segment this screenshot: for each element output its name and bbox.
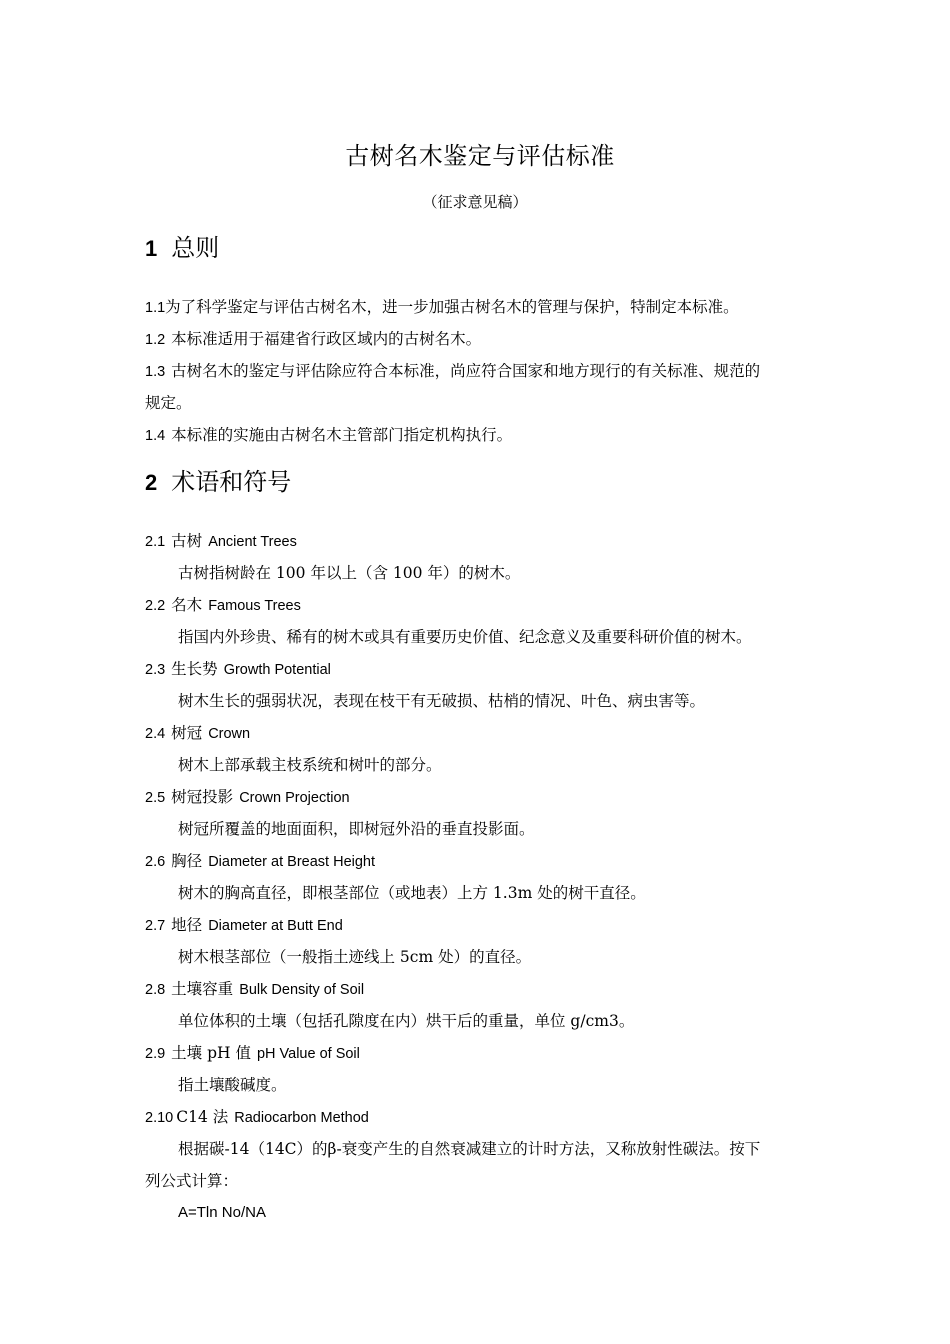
- section-heading-2: [145, 462, 291, 497]
- term-en: Radiocarbon Method: [234, 1110, 369, 1126]
- term-definition: 树木上部承载主枝系统和树叶的部分。: [178, 756, 442, 774]
- term-definition: 树木生长的强弱状况，表现在枝干有无破损、枯梢的情况、叶色、病虫害等。: [178, 692, 706, 710]
- term-cn: 土壤容重: [171, 980, 234, 998]
- term-cn: 生长势: [171, 660, 218, 678]
- term-number: 2.1: [145, 534, 166, 550]
- clause-1-2: [145, 323, 815, 356]
- document-subtitle: （征求意见稿）: [422, 193, 528, 211]
- term-2-5: [145, 781, 815, 814]
- term-number: 2.2: [145, 598, 166, 614]
- section-heading-1: [145, 228, 219, 263]
- document-title: 古树名木鉴定与评估标准: [345, 142, 615, 170]
- term-en: Diameter at Butt End: [208, 918, 343, 934]
- term-number: 2.7: [145, 918, 166, 934]
- term-cn: C14 法: [176, 1108, 229, 1126]
- term-cn: 树冠: [171, 724, 203, 742]
- term-cn: 树冠投影: [171, 788, 234, 806]
- term-number: 2.10: [145, 1110, 174, 1126]
- term-number: 2.4: [145, 726, 166, 742]
- term-en: Famous Trees: [208, 598, 301, 614]
- clause-text: 古树名木的鉴定与评估除应符合本标准，尚应符合国家和地方现行的有关标准、规范的: [171, 362, 761, 380]
- term-en: pH Value of Soil: [256, 1046, 360, 1062]
- term-cn: 古树: [171, 532, 203, 550]
- term-2-10: [145, 1101, 815, 1134]
- term-definition: 古树指树龄在 100 年以上（含 100 年）的树木。: [178, 564, 521, 582]
- term-en: Growth Potential: [223, 662, 331, 678]
- term-number: 2.5: [145, 790, 166, 806]
- term-cn: 地径: [171, 916, 203, 934]
- term-2-9: [145, 1037, 815, 1070]
- term-definition: 树冠所覆盖的地面面积，即树冠外沿的垂直投影面。: [178, 820, 535, 838]
- clause-text: 本标准的实施由古树名木主管部门指定机构执行。: [171, 426, 513, 444]
- clause-number: 1.4: [145, 428, 166, 444]
- clause-text: 为了科学鉴定与评估古树名木，进一步加强古树名木的管理与保护，特制定本标准。: [165, 298, 739, 316]
- term-number: 2.9: [145, 1046, 166, 1062]
- term-definition: 树木的胸高直径，即根茎部位（或地表）上方 1.3m 处的树干直径。: [178, 884, 646, 902]
- clause-number: 1.2: [145, 332, 166, 348]
- term-en: Diameter at Breast Height: [208, 854, 376, 870]
- term-definition: 根据碳-14（14C）的β-衰变产生的自然衰减建立的计时方法，又称放射性碳法。按下: [178, 1140, 761, 1158]
- clause-1-3: [145, 355, 815, 388]
- clause-number: 1.1: [145, 300, 166, 316]
- section-title: 术语和符号: [171, 468, 292, 496]
- clause-1-4: [145, 419, 815, 452]
- formula: A=Tln No/NA: [178, 1204, 266, 1221]
- clause-text: 本标准适用于福建省行政区域内的古树名木。: [171, 330, 482, 348]
- term-cn: 胸径: [171, 852, 203, 870]
- clause-1-3-continuation: 规定。: [145, 394, 192, 412]
- term-2-6: [145, 845, 815, 878]
- term-definition: 指土壤酸碱度。: [178, 1076, 287, 1094]
- term-en: Crown Projection: [239, 790, 350, 806]
- term-definition: 单位体积的土壤（包括孔隙度在内）烘干后的重量，单位 g/cm3。: [178, 1012, 635, 1030]
- term-definition-continuation: 列公式计算：: [145, 1172, 239, 1190]
- term-cn: 土壤 pH 值: [171, 1044, 251, 1062]
- term-2-3: [145, 653, 815, 686]
- section-number: 1: [145, 236, 158, 261]
- term-2-2: [145, 589, 815, 622]
- term-en: Ancient Trees: [208, 534, 297, 550]
- term-2-8: [145, 973, 815, 1006]
- term-definition: 树木根茎部位（一般指土迹线上 5cm 处）的直径。: [178, 948, 532, 966]
- term-en: Crown: [208, 726, 251, 742]
- term-2-1: [145, 525, 815, 558]
- section-number: 2: [145, 470, 158, 495]
- clause-number: 1.3: [145, 364, 166, 380]
- term-number: 2.8: [145, 982, 166, 998]
- term-number: 2.3: [145, 662, 166, 678]
- clause-1-1: [145, 291, 815, 324]
- term-number: 2.6: [145, 854, 166, 870]
- section-title: 总则: [171, 234, 220, 262]
- term-2-4: [145, 717, 815, 750]
- term-cn: 名木: [171, 596, 203, 614]
- term-en: Bulk Density of Soil: [239, 982, 365, 998]
- term-2-7: [145, 909, 815, 942]
- term-definition: 指国内外珍贵、稀有的树木或具有重要历史价值、纪念意义及重要科研价值的树木。: [178, 628, 752, 646]
